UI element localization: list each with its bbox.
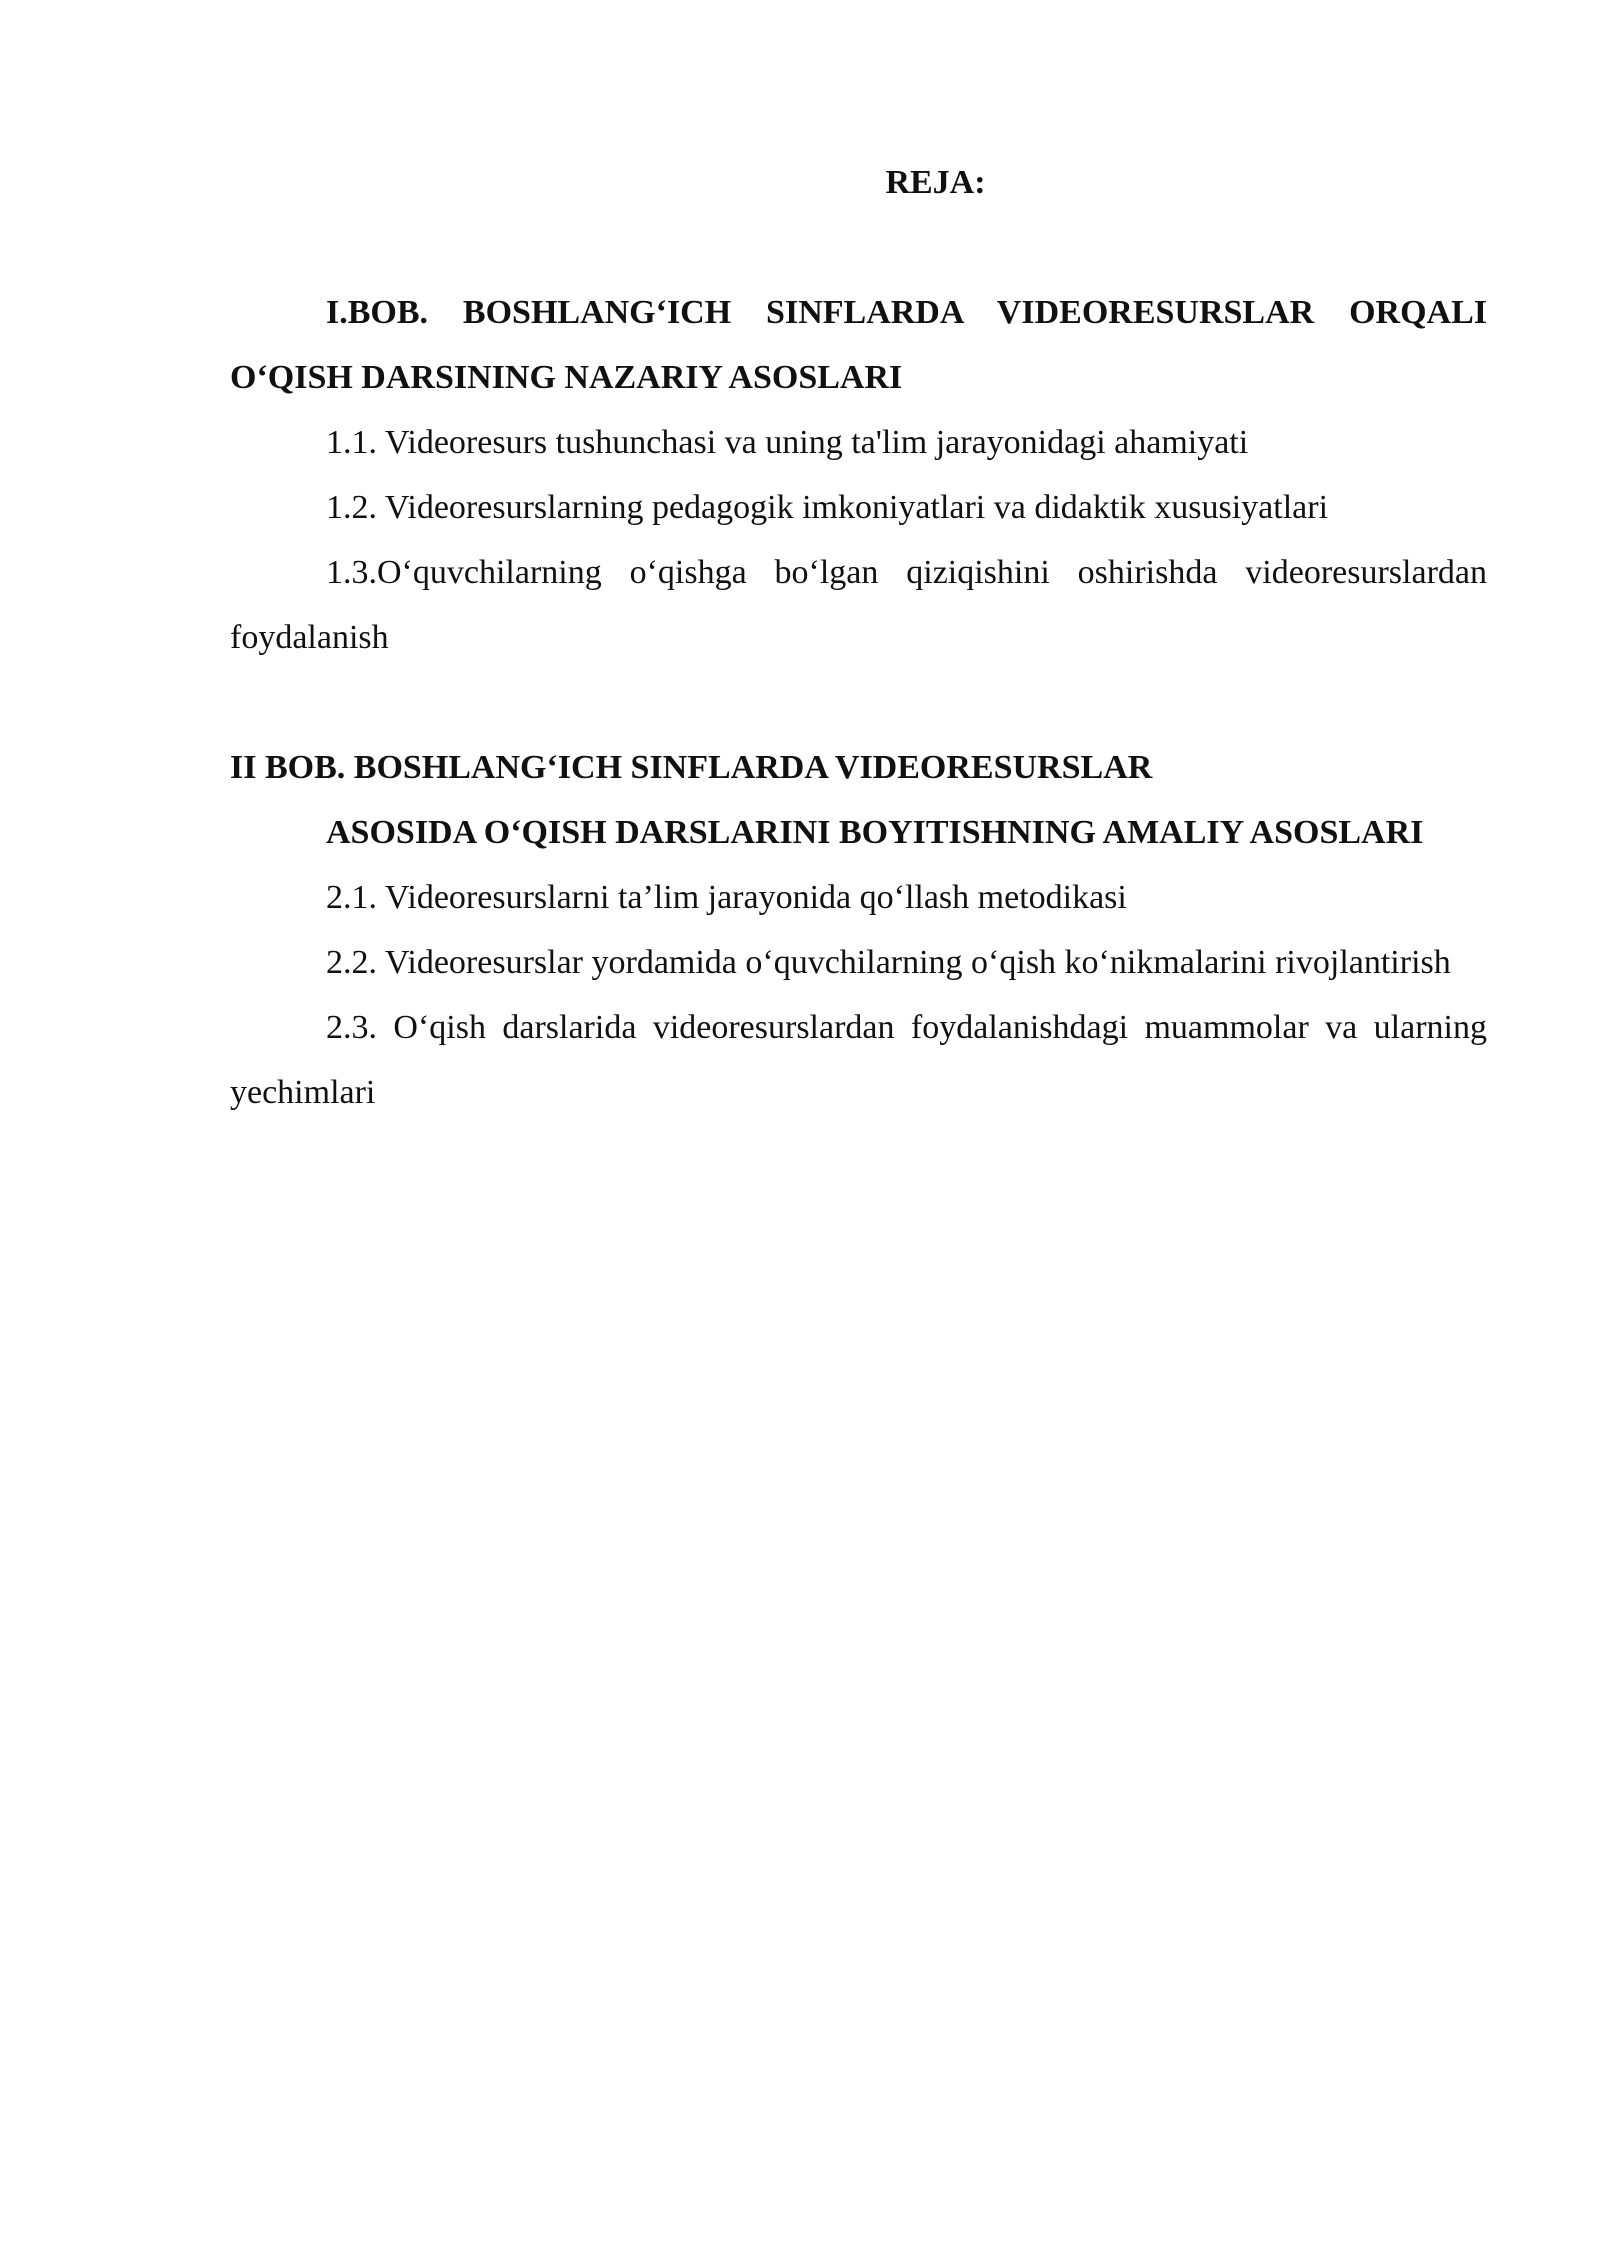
page-title: REJA: bbox=[885, 164, 986, 201]
section-1-3: 1.3.O‘quvchilarning o‘qishga bo‘lgan qiziqishini oshirishda videoresurslardan foydalanish bbox=[230, 554, 1487, 656]
chapter-2-heading-line-2: ASOSIDA O‘QISH DARSLARINI BOYITISHNING AMALIY ASOSLARI bbox=[326, 814, 1424, 851]
section-1-2: 1.2. Videoresurslarning pedagogik imkoniyatlari va didaktik xususiyatlari bbox=[326, 489, 1329, 526]
section-2-1: 2.1. Videoresurslarni ta’lim jarayonida qo‘llash metodikasi bbox=[326, 879, 1127, 916]
plan-content bbox=[230, 150, 1487, 1125]
chapter-2-heading-line-1: II BOB. BOSHLANG‘ICH SINFLARDA VIDEORESURSLAR bbox=[230, 749, 1153, 786]
section-2-3: 2.3. O‘qish darslarida videoresurslardan foydalanishdagi muammolar va ularning yechimlari bbox=[230, 1009, 1487, 1111]
section-1-1: 1.1. Videoresurs tushunchasi va uning ta'lim jarayonidagi ahamiyati bbox=[326, 424, 1249, 461]
chapter-1-heading: I.BOB. BOSHLANG‘ICH SINFLARDA VIDEORESURSLAR ORQALI O‘QISH DARSINING NAZARIY ASOSLARI bbox=[230, 294, 1487, 396]
section-2-2: 2.2. Videoresurslar yordamida o‘quvchilarning o‘qish ko‘nikmalarini rivojlantirish bbox=[326, 944, 1451, 981]
chapter-spacer bbox=[230, 670, 1487, 735]
